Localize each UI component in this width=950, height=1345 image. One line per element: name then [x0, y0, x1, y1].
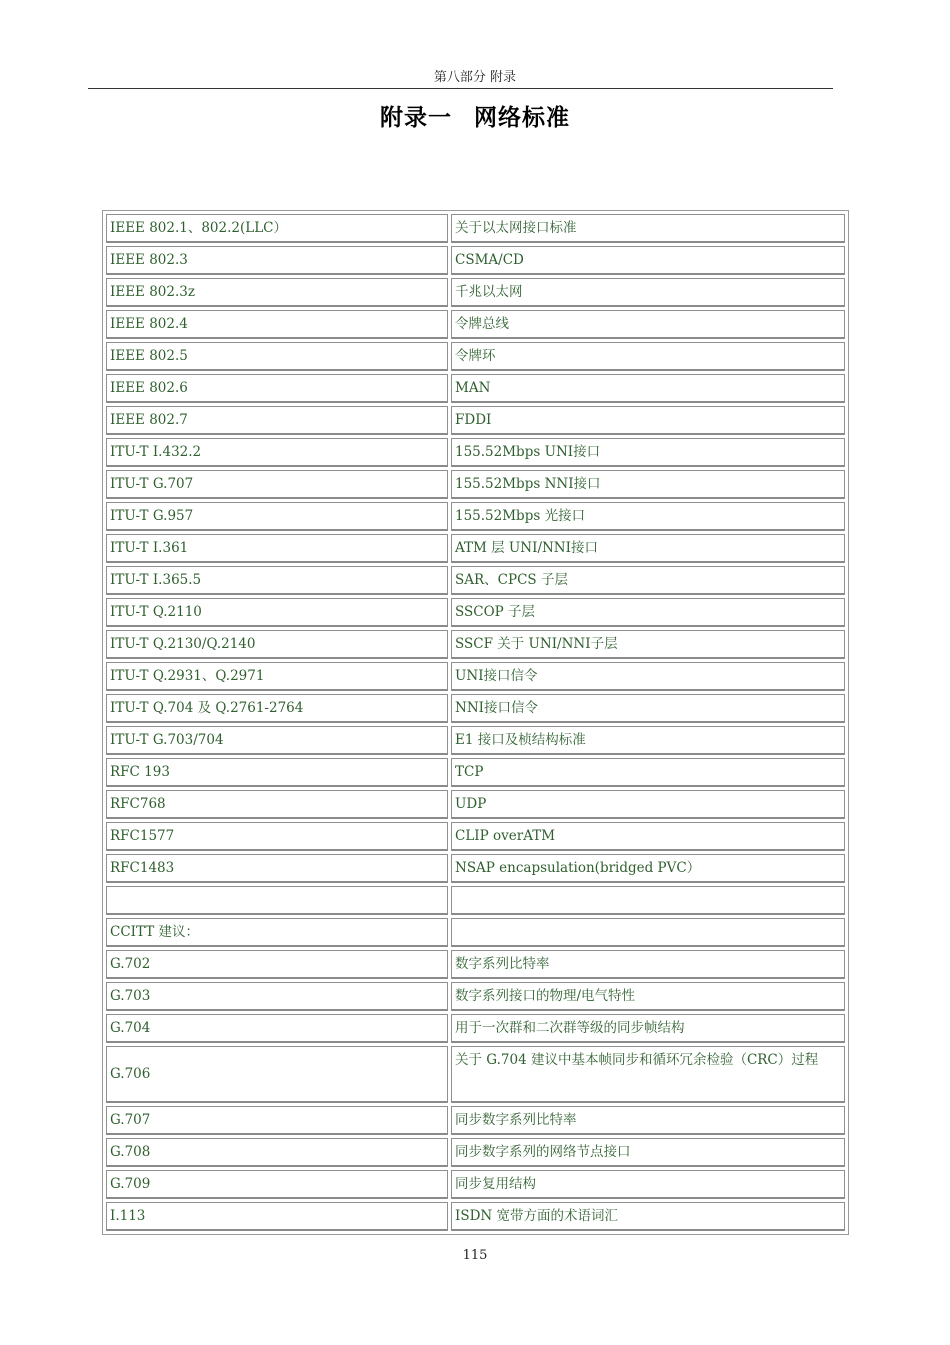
standard-description: NSAP encapsulation(bridged PVC） — [451, 854, 845, 883]
standard-code: ITU-T Q.704 及 Q.2761-2764 — [106, 694, 448, 723]
standard-description: ISDN 宽带方面的术语词汇 — [451, 1202, 845, 1231]
table-row — [106, 630, 845, 659]
standard-description: 用于一次群和二次群等级的同步帧结构 — [451, 1014, 845, 1043]
standard-description: 数字系列接口的物理/电气特性 — [451, 982, 845, 1011]
standard-code: I.113 — [106, 1202, 448, 1231]
table-row — [106, 1170, 845, 1199]
standard-description: FDDI — [451, 406, 845, 435]
table-row-empty — [106, 886, 845, 915]
standard-code: IEEE 802.3 — [106, 246, 448, 275]
standard-code: IEEE 802.4 — [106, 310, 448, 339]
table-row — [106, 950, 845, 979]
table-row — [106, 790, 845, 819]
standard-description: 数字系列比特率 — [451, 950, 845, 979]
standard-code: RFC 193 — [106, 758, 448, 787]
table-row — [106, 854, 845, 883]
table-row — [106, 598, 845, 627]
standard-description: 令牌总线 — [451, 310, 845, 339]
section-heading: CCITT 建议： — [106, 918, 448, 947]
standard-description: 千兆以太网 — [451, 278, 845, 307]
standard-code: IEEE 802.6 — [106, 374, 448, 403]
table-row — [106, 438, 845, 467]
standard-description: 同步数字系列比特率 — [451, 1106, 845, 1135]
table-row — [106, 214, 845, 243]
page-number: 115 — [462, 1248, 488, 1263]
standard-description: CSMA/CD — [451, 246, 845, 275]
table-row — [106, 1106, 845, 1135]
running-header: 第八部分 附录 — [433, 70, 517, 85]
table-row — [106, 310, 845, 339]
standard-code: ITU-T I.361 — [106, 534, 448, 563]
standard-description: TCP — [451, 758, 845, 787]
standards-table — [102, 210, 849, 1235]
standard-description: 155.52Mbps 光接口 — [451, 502, 845, 531]
standard-code — [106, 886, 448, 915]
standard-code: IEEE 802.7 — [106, 406, 448, 435]
standard-description — [451, 918, 845, 947]
table-row — [106, 662, 845, 691]
standard-code: G.708 — [106, 1138, 448, 1167]
standard-description: SSCF 关于 UNI/NNI子层 — [451, 630, 845, 659]
table-row — [106, 1138, 845, 1167]
standard-description — [451, 886, 845, 915]
header-rule — [88, 88, 833, 89]
table-row — [106, 342, 845, 371]
standard-code: G.703 — [106, 982, 448, 1011]
table-row — [106, 1014, 845, 1043]
standard-description: 关于以太网接口标准 — [451, 214, 845, 243]
table-row — [106, 822, 845, 851]
table-row — [106, 246, 845, 275]
table-row — [106, 1046, 845, 1103]
standard-code: G.706 — [106, 1046, 448, 1103]
standard-code: ITU-T G.957 — [106, 502, 448, 531]
standard-description: 155.52Mbps UNI接口 — [451, 438, 845, 467]
standard-description: 令牌环 — [451, 342, 845, 371]
table-row — [106, 694, 845, 723]
standard-code: RFC1577 — [106, 822, 448, 851]
table-row — [106, 534, 845, 563]
standard-description: 关于 G.704 建议中基本帧同步和循环冗余检验（CRC）过程 — [451, 1046, 845, 1103]
standard-description: SSCOP 子层 — [451, 598, 845, 627]
table-row — [106, 406, 845, 435]
table-row — [106, 1202, 845, 1231]
standard-description: 同步复用结构 — [451, 1170, 845, 1199]
standard-code: ITU-T I.432.2 — [106, 438, 448, 467]
standard-description: ATM 层 UNI/NNI接口 — [451, 534, 845, 563]
standard-description: NNI接口信令 — [451, 694, 845, 723]
standard-code: G.707 — [106, 1106, 448, 1135]
standard-description: 同步数字系列的网络节点接口 — [451, 1138, 845, 1167]
table-row — [106, 982, 845, 1011]
table-row — [106, 758, 845, 787]
standard-description: MAN — [451, 374, 845, 403]
standard-code: ITU-T G.707 — [106, 470, 448, 499]
page-title — [0, 99, 950, 132]
standard-code: G.709 — [106, 1170, 448, 1199]
table-row — [106, 374, 845, 403]
title-topic: 网络标准 — [474, 105, 570, 131]
table-row — [106, 726, 845, 755]
standard-code: ITU-T Q.2110 — [106, 598, 448, 627]
standard-code: IEEE 802.3z — [106, 278, 448, 307]
standard-code: G.702 — [106, 950, 448, 979]
table-row — [106, 278, 845, 307]
standard-description: CLIP overATM — [451, 822, 845, 851]
table-row — [106, 566, 845, 595]
title-appendix-label: 附录一 — [380, 105, 452, 131]
standard-code: ITU-T I.365.5 — [106, 566, 448, 595]
table-row — [106, 470, 845, 499]
standard-code: G.704 — [106, 1014, 448, 1043]
standard-code: ITU-T G.703/704 — [106, 726, 448, 755]
standard-code: ITU-T Q.2931、Q.2971 — [106, 662, 448, 691]
standard-description: UDP — [451, 790, 845, 819]
standard-description: UNI接口信令 — [451, 662, 845, 691]
standard-code: IEEE 802.1、802.2(LLC） — [106, 214, 448, 243]
standard-description: E1 接口及桢结构标准 — [451, 726, 845, 755]
table-row — [106, 502, 845, 531]
standard-code: IEEE 802.5 — [106, 342, 448, 371]
standard-description: 155.52Mbps NNI接口 — [451, 470, 845, 499]
table-row-section-heading — [106, 918, 845, 947]
standard-code: ITU-T Q.2130/Q.2140 — [106, 630, 448, 659]
standard-description: SAR、CPCS 子层 — [451, 566, 845, 595]
standard-code: RFC1483 — [106, 854, 448, 883]
standard-code: RFC768 — [106, 790, 448, 819]
